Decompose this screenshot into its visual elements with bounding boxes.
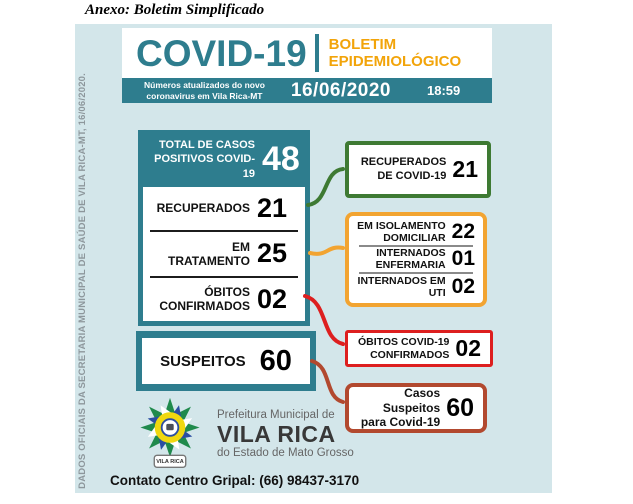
covid-title: COVID-19	[136, 32, 307, 74]
bulletin-date: 16/06/2020	[290, 79, 391, 101]
date-bar	[122, 78, 492, 103]
suspects-inner	[142, 338, 310, 384]
isolation-box	[345, 212, 487, 307]
deaths-value: 02	[257, 283, 288, 314]
deaths-detail-label: ÓBITOS COVID-19 CONFIRMADOS	[357, 335, 450, 361]
deaths-detail-value: 02	[455, 335, 481, 361]
recovered-value: 21	[257, 193, 288, 224]
case-breakdown-box	[143, 187, 305, 321]
orange-connector	[310, 248, 343, 254]
bulletin-subtitle	[329, 36, 462, 71]
total-cases-value: 48	[262, 140, 300, 179]
ward-row	[357, 247, 475, 271]
vila-rica-emblem-icon	[133, 394, 207, 474]
update-note	[144, 80, 265, 100]
municipality-name-block	[217, 409, 354, 459]
update-note-line2: coronavirus em Vila Rica-MT	[146, 90, 263, 101]
deaths-detail-box	[345, 330, 493, 367]
total-cases-header	[143, 136, 305, 187]
icu-row	[357, 275, 475, 299]
bulletin-subtitle-line2: EPIDEMIOLÓGICO	[328, 53, 462, 70]
total-cases-label: TOTAL DE CASOS POSITIVOS COVID-19	[154, 139, 255, 180]
suspects-detail-box	[345, 383, 487, 433]
recovered-detail-box	[345, 141, 491, 198]
in-treatment-label: EM TRATAMENTO	[168, 239, 250, 268]
contact-info: Contato Centro Gripal: (66) 98437-3170	[110, 473, 360, 488]
home-isolation-value: 22	[451, 219, 475, 243]
header-box	[122, 28, 492, 78]
green-connector	[308, 169, 343, 205]
suspects-box	[136, 331, 316, 391]
recovered-label: RECUPERADOS	[156, 201, 250, 216]
icu-label: INTERNADOS EM UTI	[357, 275, 446, 300]
row-divider	[150, 276, 298, 278]
total-cases-box	[138, 130, 310, 326]
recovered-detail-label: RECUPERADOS DE COVID-19	[360, 156, 447, 182]
org-line1: Prefeitura Municipal de	[217, 408, 335, 421]
annex-title: Anexo: Boletim Simplificado	[85, 2, 265, 18]
suspects-detail-value: 60	[446, 393, 474, 422]
icu-value: 02	[451, 275, 475, 299]
deaths-label: ÓBITOS CONFIRMADOS	[159, 284, 250, 314]
org-line2: do Estado de Mato Grosso	[217, 447, 354, 460]
recovered-detail-value: 21	[452, 156, 478, 182]
header-divider	[315, 34, 319, 72]
row-divider	[150, 230, 298, 232]
in-treatment-value: 25	[257, 238, 288, 269]
recovered-row	[143, 191, 305, 226]
official-data-vertical-note: DADOS OFICIAIS DA SECRETARIA MUNICIPAL DE SAÚDE DE VILA RICA-MT, 16/06/2020.	[77, 73, 88, 489]
suspects-value: 60	[259, 344, 292, 377]
org-name: VILA RICA	[217, 420, 336, 447]
home-isolation-label: EM ISOLAMENTO DOMICILIAR	[357, 219, 446, 244]
emblem-star	[140, 398, 199, 457]
home-isolation-row	[357, 220, 475, 244]
ward-value: 01	[451, 247, 475, 271]
in-treatment-row	[143, 236, 305, 271]
svg-text:VILA RICA: VILA RICA	[156, 459, 184, 466]
municipality-logo	[133, 394, 354, 474]
emblem-banner	[154, 455, 185, 467]
bulletin-subtitle-line1: BOLETIM	[328, 35, 397, 53]
bulletin-panel	[75, 24, 552, 493]
row-divider	[359, 245, 472, 247]
row-divider	[359, 272, 472, 274]
ward-label: INTERNADOS ENFERMARIA	[375, 247, 446, 272]
suspects-label: SUSPEITOS	[160, 352, 246, 370]
bulletin-time: 18:59	[427, 83, 461, 98]
update-note-line1: Números atualizados do novo	[144, 80, 265, 91]
suspects-detail-label: Casos Suspeitos para Covid-19	[360, 386, 441, 430]
deaths-row	[143, 282, 305, 317]
